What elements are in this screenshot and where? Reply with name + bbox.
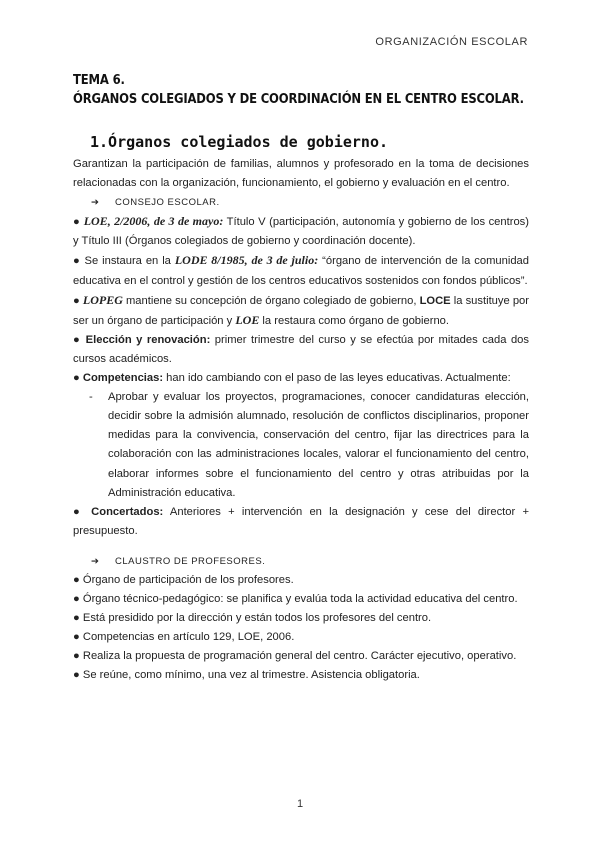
bullet-label: Competencias: bbox=[82, 372, 164, 385]
law-reference: LOE bbox=[235, 312, 260, 327]
bullet-icon: ● bbox=[73, 333, 82, 346]
subheading-claustro-label: CLAUSTRO DE PROFESORES. bbox=[115, 555, 266, 567]
list-item: ● Se reúne, como mínimo, una vez al trimestre. Asistencia obligatoria. bbox=[73, 669, 420, 682]
list-item: ● Competencias en artículo 129, LOE, 2006. bbox=[73, 631, 295, 644]
list-item: ● Órgano de participación de los profesores. bbox=[73, 573, 294, 586]
list-item-text: Aprobar y evaluar los proyectos, programaciones, conocer candidaturas elección, decidir sobre la admisión alumnado, resolución de conflictos disciplinarios, proponer medidas para la convivencia, conservación del centro, fijar las directrices para la colaboración con las administraciones locales, valorar el funcionamiento del centro, elaborar informes sobre el funcionamiento del centro y otras atribuidas por la Administración educativa. bbox=[108, 391, 529, 499]
bullet-text: Anteriores + intervención en la designación y cese del director + presupuesto. bbox=[73, 505, 530, 537]
bullet-loe bbox=[73, 212, 529, 251]
arrow-right-icon: ➔ bbox=[91, 197, 100, 209]
bullet-icon: ● bbox=[73, 216, 81, 229]
bullet-competencias bbox=[73, 369, 529, 388]
bullet-label: Concertados: bbox=[91, 505, 164, 518]
law-reference: LOPEG bbox=[82, 292, 123, 307]
bullet-text: mantiene su concepción de órgano colegiado de gobierno, bbox=[122, 294, 420, 307]
bullet-icon: ● bbox=[73, 294, 80, 307]
bullet-text: la restaura como órgano de gobierno. bbox=[259, 314, 450, 327]
document-title bbox=[73, 71, 524, 109]
list-item: ● Realiza la propuesta de programación general del centro. Carácter ejecutivo, operativo. bbox=[73, 650, 517, 663]
bullet-icon: ● bbox=[73, 372, 80, 385]
bullet-concertados bbox=[73, 503, 529, 541]
law-reference: LOCE bbox=[419, 294, 451, 307]
bullet-text: la sustituye por ser un órgano de participación y bbox=[73, 294, 529, 327]
subheading-claustro bbox=[73, 552, 529, 571]
section-heading: 1.Órganos colegiados de gobierno. bbox=[90, 133, 389, 151]
dash-marker: - bbox=[89, 391, 93, 404]
bullet-text: Título V (participación, autonomía y gobierno de los centros) y Título III (Órganos colegiados de gobierno y coordinación docente). bbox=[73, 216, 529, 248]
bullet-label: Elección y renovación: bbox=[85, 333, 211, 346]
title-line-2: ÓRGANOS COLEGIADOS Y DE COORDINACIÓN EN EL CENTRO ESCOLAR. bbox=[73, 91, 524, 107]
bullet-lopeg bbox=[73, 291, 529, 331]
document-body bbox=[73, 155, 529, 686]
page-number: 1 bbox=[296, 798, 304, 810]
intro-paragraph: Garantizan la participación de familias, alumnos y profesorado en la toma de decisiones relacionadas con la organización, funcionamiento, el gobierno y evaluación en el centro. bbox=[73, 158, 529, 190]
bullet-text: primer trimestre del curso y se efectúa por mitades cada dos cursos académicos. bbox=[73, 333, 529, 365]
bullet-eleccion bbox=[73, 331, 529, 369]
bullet-text: han ido cambiando con el paso de las leyes educativas. Actualmente: bbox=[163, 372, 511, 385]
bullet-text: “órgano de intervención de la comunidad educativa en el control y gestión de los centros educativos sostenidos con fondos públicos”. bbox=[73, 255, 529, 287]
law-reference: LOE, 2/2006, de 3 de mayo: bbox=[83, 214, 224, 229]
subheading-consejo bbox=[73, 193, 529, 212]
arrow-right-icon: ➔ bbox=[91, 555, 100, 567]
subheading-consejo-label: CONSEJO ESCOLAR. bbox=[115, 197, 220, 209]
competencias-list-item bbox=[73, 388, 529, 503]
running-header: ORGANIZACIÓN ESCOLAR bbox=[375, 36, 528, 48]
title-line-1: TEMA 6. bbox=[73, 72, 125, 88]
bullet-icon: ● bbox=[73, 255, 81, 268]
list-item: ● Órgano técnico-pedagógico: se planifica y evalúa toda la actividad educativa del centro. bbox=[73, 593, 518, 606]
bullet-text: Se instaura en la bbox=[80, 255, 175, 268]
bullet-lode bbox=[73, 251, 529, 290]
law-reference: LODE 8/1985, de 3 de julio: bbox=[174, 253, 319, 268]
bullet-icon: ● bbox=[73, 505, 84, 518]
list-item: ● Está presidido por la dirección y están todos los profesores del centro. bbox=[73, 612, 432, 625]
